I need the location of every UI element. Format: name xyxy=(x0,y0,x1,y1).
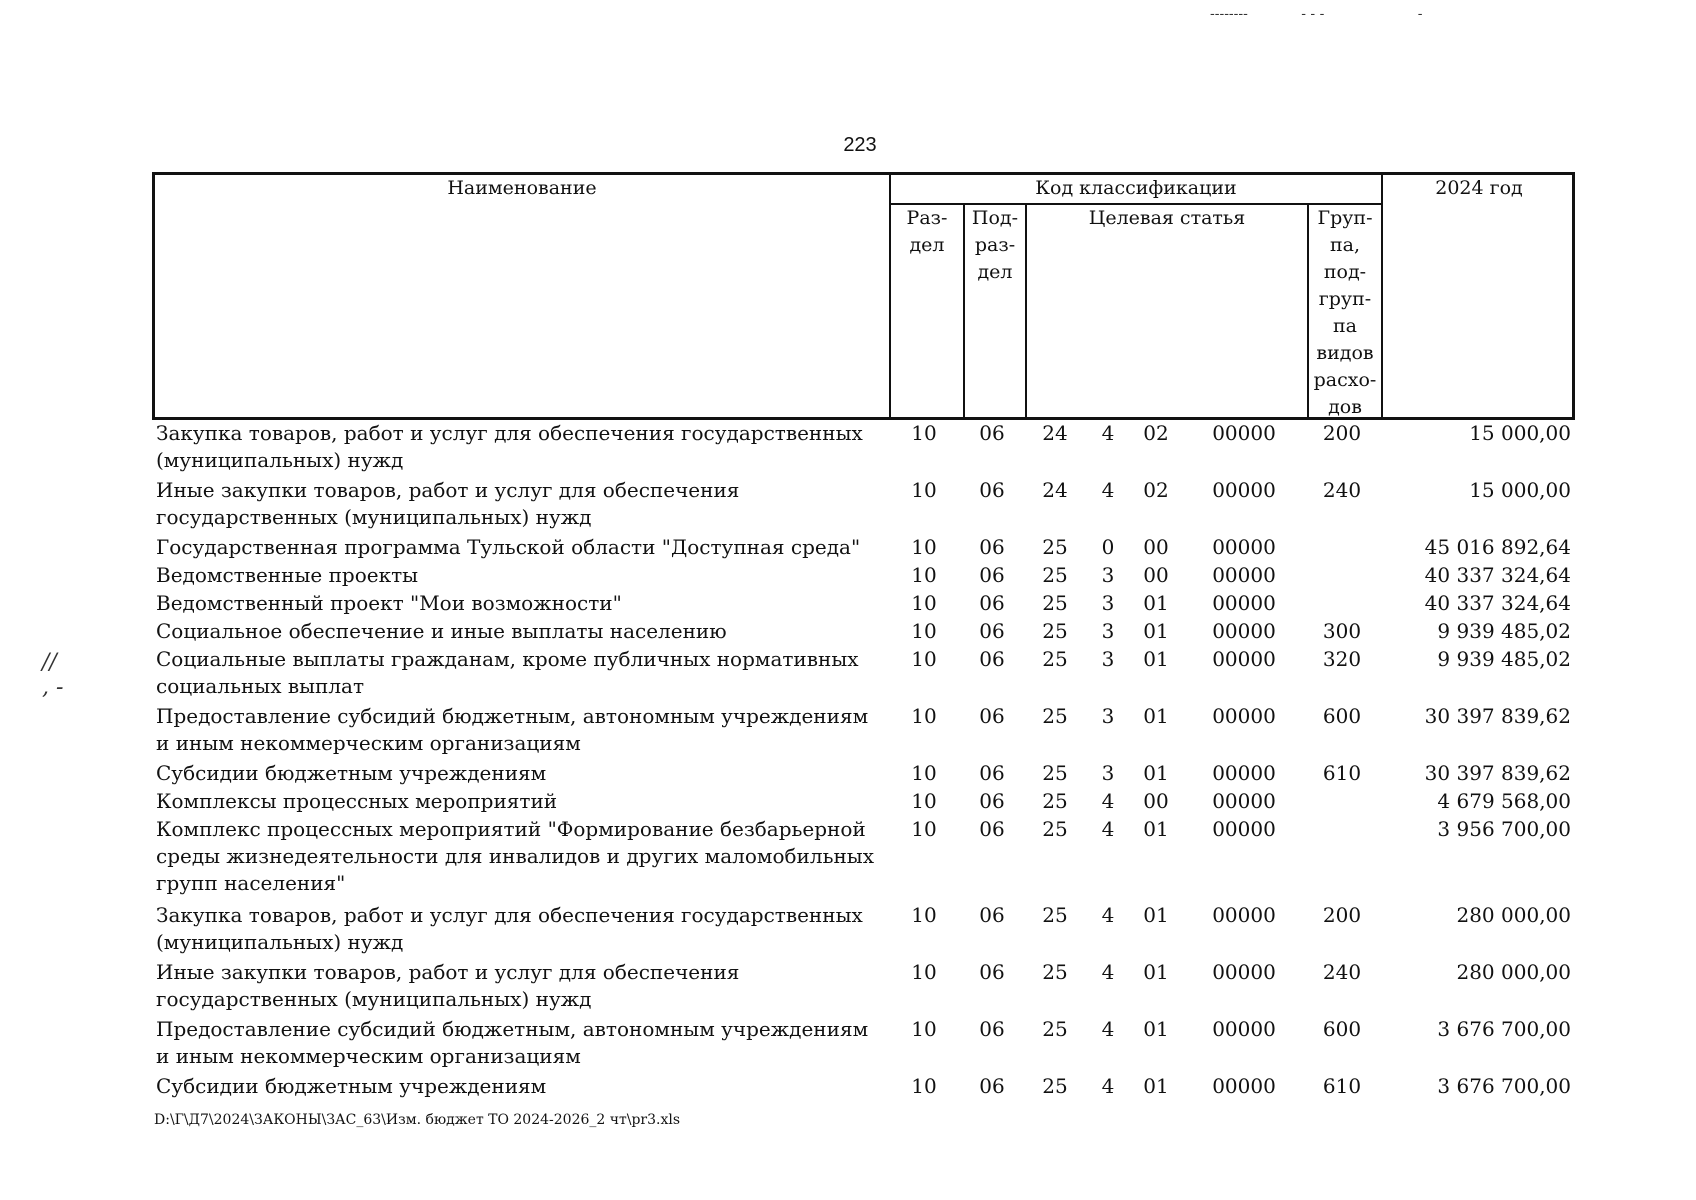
row-code-c: 01 xyxy=(1143,903,1169,927)
row-code-b: 0 xyxy=(1101,535,1115,559)
row-code-pr: 06 xyxy=(979,421,1005,445)
row-name: Ведомственный проект "Мои возможности" xyxy=(156,591,622,615)
row-code-grp: 200 xyxy=(1322,903,1362,927)
table-row xyxy=(152,760,1575,788)
row-code-a: 25 xyxy=(1042,789,1068,813)
row-amount: 3 956 700,00 xyxy=(1437,817,1571,841)
row-code-d: 00000 xyxy=(1212,761,1276,785)
table-row xyxy=(152,562,1575,590)
row-code-grp: 200 xyxy=(1322,421,1362,445)
row-code-b: 4 xyxy=(1101,1074,1115,1098)
row-amount: 9 939 485,02 xyxy=(1437,647,1571,671)
table-row xyxy=(152,420,1575,477)
row-amount: 15 000,00 xyxy=(1469,421,1571,445)
table-row xyxy=(152,1016,1575,1073)
row-code-b: 4 xyxy=(1101,817,1115,841)
row-code-c: 02 xyxy=(1143,421,1169,445)
row-code-a: 24 xyxy=(1042,478,1068,502)
row-amount: 40 337 324,64 xyxy=(1424,591,1571,615)
row-code-rz: 10 xyxy=(911,789,937,813)
row-code-a: 25 xyxy=(1042,535,1068,559)
row-code-c: 01 xyxy=(1143,817,1169,841)
row-code-grp: 610 xyxy=(1322,761,1362,785)
header-year: 2024 год xyxy=(1435,177,1523,199)
row-code-c: 02 xyxy=(1143,478,1169,502)
row-code-d: 00000 xyxy=(1212,563,1276,587)
row-code-d: 00000 xyxy=(1212,535,1276,559)
row-code-c: 01 xyxy=(1143,619,1169,643)
row-name: Социальное обеспечение и иные выплаты населению xyxy=(156,619,727,643)
row-code-pr: 06 xyxy=(979,903,1005,927)
row-code-rz: 10 xyxy=(911,903,937,927)
row-code-c: 01 xyxy=(1143,1017,1169,1041)
table-row xyxy=(152,959,1575,1016)
row-code-c: 01 xyxy=(1143,761,1169,785)
row-code-d: 00000 xyxy=(1212,903,1276,927)
page-number: 223 xyxy=(843,134,877,156)
header-podrazdel: Под- раз- дел xyxy=(971,207,1019,283)
row-code-pr: 06 xyxy=(979,761,1005,785)
row-code-pr: 06 xyxy=(979,1074,1005,1098)
row-code-pr: 06 xyxy=(979,960,1005,984)
row-code-c: 01 xyxy=(1143,704,1169,728)
row-code-b: 4 xyxy=(1101,421,1115,445)
row-amount: 280 000,00 xyxy=(1456,960,1571,984)
row-name: Предоставление субсидий бюджетным, автономным учреждениям и иным некоммерческим организациям xyxy=(156,1017,869,1068)
header-target-article: Целевая статья xyxy=(1088,207,1246,229)
row-amount: 45 016 892,64 xyxy=(1424,535,1571,559)
row-code-c: 01 xyxy=(1143,591,1169,615)
row-name: Ведомственные проекты xyxy=(156,563,419,587)
table-row xyxy=(152,590,1575,618)
header-classification: Код классификации xyxy=(1035,177,1237,199)
row-code-b: 3 xyxy=(1101,704,1115,728)
row-code-pr: 06 xyxy=(979,619,1005,643)
row-code-a: 25 xyxy=(1042,647,1068,671)
row-code-d: 00000 xyxy=(1212,421,1276,445)
row-code-pr: 06 xyxy=(979,647,1005,671)
row-code-pr: 06 xyxy=(979,1017,1005,1041)
row-code-b: 3 xyxy=(1101,591,1115,615)
table-row xyxy=(152,902,1575,959)
row-code-a: 25 xyxy=(1042,591,1068,615)
row-name: Иные закупки товаров, работ и услуг для обеспечения государственных (муниципальных) нужд xyxy=(156,960,740,1011)
row-name: Закупка товаров, работ и услуг для обеспечения государственных (муниципальных) нужд xyxy=(156,421,863,472)
row-code-d: 00000 xyxy=(1212,704,1276,728)
row-code-c: 01 xyxy=(1143,960,1169,984)
row-code-b: 3 xyxy=(1101,563,1115,587)
row-code-rz: 10 xyxy=(911,960,937,984)
row-code-d: 00000 xyxy=(1212,591,1276,615)
row-code-grp: 240 xyxy=(1322,478,1362,502)
row-name: Предоставление субсидий бюджетным, автономным учреждениям и иным некоммерческим организациям xyxy=(156,704,869,755)
row-code-d: 00000 xyxy=(1212,817,1276,841)
row-amount: 4 679 568,00 xyxy=(1437,789,1571,813)
row-code-rz: 10 xyxy=(911,647,937,671)
row-code-a: 25 xyxy=(1042,960,1068,984)
row-code-c: 01 xyxy=(1143,647,1169,671)
header-group: Груп- па, под- груп- па видов расхо- дов xyxy=(1313,207,1377,418)
row-amount: 280 000,00 xyxy=(1456,903,1571,927)
table-row xyxy=(152,534,1575,562)
row-code-rz: 10 xyxy=(911,817,937,841)
table-header xyxy=(152,172,1575,420)
row-code-rz: 10 xyxy=(911,563,937,587)
row-code-d: 00000 xyxy=(1212,1017,1276,1041)
row-code-b: 4 xyxy=(1101,478,1115,502)
row-code-d: 00000 xyxy=(1212,647,1276,671)
row-amount: 3 676 700,00 xyxy=(1437,1074,1571,1098)
row-code-b: 4 xyxy=(1101,903,1115,927)
row-code-grp: 600 xyxy=(1322,704,1362,728)
table-row xyxy=(152,788,1575,816)
row-code-b: 4 xyxy=(1101,960,1115,984)
file-path-footer: D:\Г\Д7\2024\ЗАКОНЫ\ЗАС_63\Изм. бюджет ТО 2024-2026_2 чт\pr3.xls xyxy=(154,1112,681,1128)
row-name: Закупка товаров, работ и услуг для обеспечения государственных (муниципальных) нужд xyxy=(156,903,863,954)
row-code-a: 25 xyxy=(1042,903,1068,927)
table-row xyxy=(152,618,1575,646)
row-code-rz: 10 xyxy=(911,591,937,615)
row-code-rz: 10 xyxy=(911,535,937,559)
row-amount: 30 397 839,62 xyxy=(1424,704,1571,728)
row-code-a: 24 xyxy=(1042,421,1068,445)
row-code-grp: 610 xyxy=(1322,1074,1362,1098)
row-code-a: 25 xyxy=(1042,563,1068,587)
row-code-rz: 10 xyxy=(911,619,937,643)
table-row xyxy=(152,1073,1575,1101)
table-row xyxy=(152,477,1575,534)
row-code-rz: 10 xyxy=(911,1074,937,1098)
row-code-d: 00000 xyxy=(1212,960,1276,984)
row-amount: 9 939 485,02 xyxy=(1437,619,1571,643)
table-row xyxy=(152,703,1575,760)
row-code-a: 25 xyxy=(1042,619,1068,643)
row-code-b: 3 xyxy=(1101,619,1115,643)
row-amount: 40 337 324,64 xyxy=(1424,563,1571,587)
row-code-c: 00 xyxy=(1143,789,1169,813)
row-code-c: 01 xyxy=(1143,1074,1169,1098)
header-razdel: Раз- дел xyxy=(906,207,948,256)
row-code-grp: 240 xyxy=(1322,960,1362,984)
row-code-a: 25 xyxy=(1042,817,1068,841)
row-code-rz: 10 xyxy=(911,478,937,502)
row-code-grp: 600 xyxy=(1322,1017,1362,1041)
row-code-rz: 10 xyxy=(911,761,937,785)
row-code-pr: 06 xyxy=(979,817,1005,841)
row-code-a: 25 xyxy=(1042,761,1068,785)
row-code-b: 4 xyxy=(1101,789,1115,813)
row-code-c: 00 xyxy=(1143,535,1169,559)
row-code-a: 25 xyxy=(1042,1017,1068,1041)
scan-artifact-left: // , ‐ xyxy=(42,650,64,700)
row-amount: 30 397 839,62 xyxy=(1424,761,1571,785)
row-code-rz: 10 xyxy=(911,421,937,445)
table-row xyxy=(152,646,1575,703)
row-code-grp: 300 xyxy=(1322,619,1362,643)
header-name: Наименование xyxy=(447,177,597,199)
row-code-b: 3 xyxy=(1101,647,1115,671)
row-code-rz: 10 xyxy=(911,704,937,728)
scan-artifact-top: ‐‐‐‐‐‐‐‐ ‐ ‐ ‐ ‐ xyxy=(1210,6,1423,22)
row-code-d: 00000 xyxy=(1212,619,1276,643)
row-name: Субсидии бюджетным учреждениям xyxy=(156,761,547,785)
row-code-b: 4 xyxy=(1101,1017,1115,1041)
row-code-pr: 06 xyxy=(979,704,1005,728)
row-name: Государственная программа Тульской области "Доступная среда" xyxy=(156,535,861,559)
row-code-b: 3 xyxy=(1101,761,1115,785)
table-body xyxy=(152,420,1575,1101)
row-code-pr: 06 xyxy=(979,535,1005,559)
row-name: Социальные выплаты гражданам, кроме публичных нормативных социальных выплат xyxy=(156,647,859,698)
row-code-c: 00 xyxy=(1143,563,1169,587)
row-name: Иные закупки товаров, работ и услуг для обеспечения государственных (муниципальных) нужд xyxy=(156,478,740,529)
row-name: Субсидии бюджетным учреждениям xyxy=(156,1074,547,1098)
row-code-pr: 06 xyxy=(979,591,1005,615)
row-code-pr: 06 xyxy=(979,478,1005,502)
row-code-d: 00000 xyxy=(1212,478,1276,502)
row-amount: 3 676 700,00 xyxy=(1437,1017,1571,1041)
row-code-pr: 06 xyxy=(979,789,1005,813)
row-code-grp: 320 xyxy=(1322,647,1362,671)
row-name: Комплекс процессных мероприятий "Формирование безбарьерной среды жизнедеятельности для инвалидов и других маломобильных групп населения" xyxy=(156,817,874,895)
row-code-d: 00000 xyxy=(1212,789,1276,813)
row-name: Комплексы процессных мероприятий xyxy=(156,789,558,813)
row-code-a: 25 xyxy=(1042,1074,1068,1098)
table-row xyxy=(152,816,1575,902)
row-amount: 15 000,00 xyxy=(1469,478,1571,502)
row-code-pr: 06 xyxy=(979,563,1005,587)
row-code-d: 00000 xyxy=(1212,1074,1276,1098)
row-code-a: 25 xyxy=(1042,704,1068,728)
row-code-rz: 10 xyxy=(911,1017,937,1041)
